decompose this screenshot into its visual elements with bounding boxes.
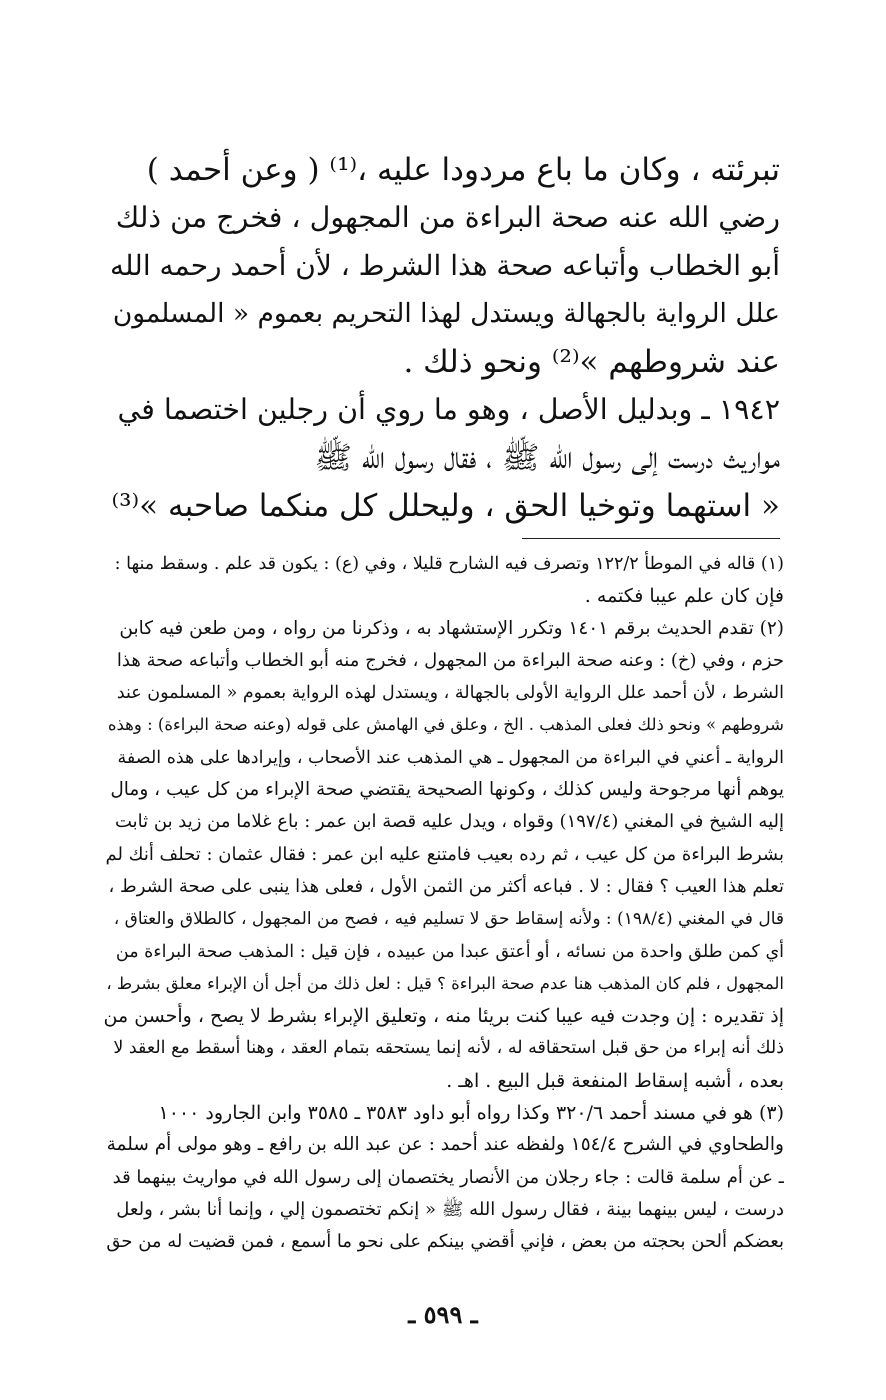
- footnote-line: المجهول ، فلم كان المذهب هنا عدم صحة البراءة ؟ قيل : لعل ذلك من أجل أن الإبراء معلق بشرط ،: [106, 973, 784, 993]
- footnote-line: الرواية ـ أعني في البراءة من المجهول ـ هي المذهب عند الأصحاب ، وإيرادها على هذه الصفة: [117, 747, 784, 768]
- page-number: ـ ٥٩٩ ـ: [408, 1300, 478, 1329]
- main-text-line: « استهما وتوخيا الحق ، وليحلل كل منكما صاحبه »⁽³⁾: [111, 488, 780, 524]
- footnote-line: شروطهم » ونحو ذلك فعلى المذهب . الخ ، وعلق في الهامش على قوله (وعنه صحة البراءة) : وهذه: [107, 715, 784, 735]
- footnote-line: يوهم أنها مرجوحة وليس كذلك ، وكونها الصحيحة يقتضي صحة الإبراء من كل عيب ، ومال: [110, 779, 784, 801]
- main-text: [108, 146, 780, 530]
- footnote-line: الشرط ، لأن أحمد علل الرواية الأولى بالجهالة ، ويستدل لهذه الرواية بعموم « المسلمون عند: [116, 683, 784, 704]
- footnote-line: (٢) تقدم الحديث برقم ١٤٠١ وتكرر الإستشهاد به ، وذكرنا من رواه ، ومن طعن فيه كابن: [119, 617, 784, 639]
- footnote-line: (٣) هو في مسند أحمد ٣٢٠/٦ وكذا رواه أبو داود ٣٥٨٣ ـ ٣٥٨٥ وابن الجارود ١٠٠٠: [158, 1102, 784, 1125]
- footnote-line: حزم ، وفي (خ) : وعنه صحة البراءة من المجهول ، فخرج منه أبو الخطاب وأتباعه صحة هذا: [116, 649, 784, 671]
- main-text-line: أبو الخطاب وأتباعه صحة هذا الشرط ، لأن أحمد رحمه الله: [110, 249, 780, 282]
- footnote-line: ـ عن أم سلمة قالت : جاء رجلان من الأنصار يختصمان إلى رسول الله في مواريث بينهما قد: [112, 1166, 784, 1188]
- footnote-line: والطحاوي في الشرح ١٥٤/٤ ولفظه عند أحمد : عن عبد الله بن رافع ـ وهو مولى أم سلمة: [106, 1134, 784, 1156]
- footnote-line: بعضكم ألحن بحجته من بعض ، فإني أقضي بينكم على نحو ما أسمع ، فمن قضيت له من حق: [106, 1231, 784, 1253]
- main-text-line: مواريث درست إلى رسول الله ﷺ ، فقال رسول الله ﷺ: [314, 440, 780, 476]
- footnote-line: قال في المغني (١٩٨/٤) : ولأنه إسقاط حق لا تسليم فيه ، فصح من المجهول ، كالطلاق والعتاق ،: [113, 909, 784, 930]
- main-text-line: تبرئته ، وكان ما باع مردودا عليه ،⁽¹⁾ ( وعن أحمد ): [146, 152, 780, 188]
- footnote-line: أي كمن طلق واحدة من نسائه ، أو أعتق عبدا من عبيده ، فإن قيل : المذهب صحة البراءة من: [115, 941, 784, 962]
- main-text-line: علل الرواية بالجهالة ويستدل لهذا التحريم بعموم « المسلمون: [112, 298, 780, 329]
- footnote-line: بعده ، أشبه إسقاط المنفعة قبل البيع . اهـ .: [446, 1069, 784, 1092]
- footnote-line: إليه الشيخ في المغني (١٩٧/٤) وقواه ، ويدل عليه قصة ابن عمر : باع غلاما من زيد بن ثابت: [114, 811, 784, 833]
- footnote-separator: [522, 538, 780, 539]
- footnote-line: بشرط البراءة من كل عيب ، ثم رده بعيب فامتنع عليه ابن عمر : فقال عثمان : تحلف أنك لم: [105, 843, 784, 865]
- footnote-line: درست ، ليس بينهما بينة ، فقال رسول الله ﷺ « إنكم تختصمون إلي ، وإنما أنا بشر ، ولعل: [116, 1198, 784, 1220]
- main-text-line: ١٩٤٢ ـ وبدليل الأصل ، وهو ما روي أن رجلين اختصما في: [117, 393, 780, 426]
- footnote-line: تعلم هذا العيب ؟ فقال : لا . فباعه أكثر من الثمن الأول ، فعلى هذا ينبى على صحة الشرط ،: [108, 875, 784, 897]
- main-text-line: عند شروطهم »⁽²⁾ ونحو ذلك .: [403, 344, 780, 380]
- footnotes: [104, 548, 784, 1259]
- footnote-line: فإن كان علم عيبا فكتمه .: [584, 585, 784, 608]
- footnote-line: إذ تقديره : إن وجدت فيه عيبا كنت بريئا منه ، وتعليق الإبراء بشرط لا يصح ، وأحسن من: [104, 1005, 784, 1028]
- footnote-line: (١) قاله في الموطأ ١٢٢/٢ وتصرف فيه الشارح قليلا ، وفي (ع) : يكون قد علم . وسقط منها :: [114, 554, 784, 574]
- main-text-line: رضي الله عنه صحة البراءة من المجهول ، فخرج من ذلك: [115, 201, 780, 234]
- footnote-line: ذلك أنه إبراء من حق قبل استحقاقه له ، لأنه إنما يستحقه بتمام العقد ، وهنا أسقط مع العقد لا: [113, 1038, 784, 1059]
